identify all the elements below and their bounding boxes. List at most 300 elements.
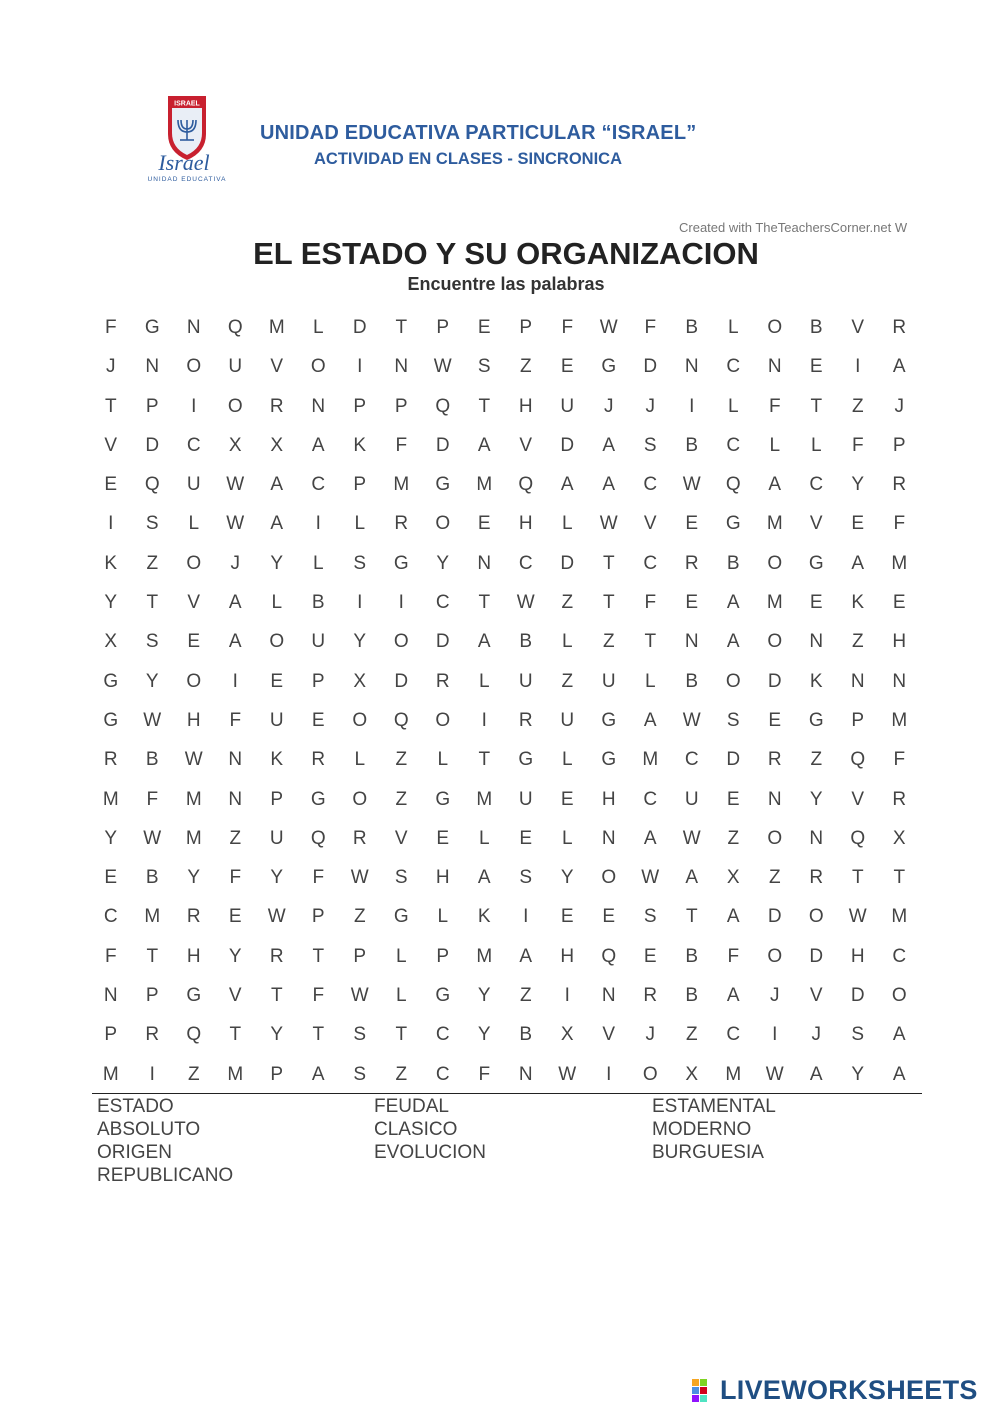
grid-cell: A	[602, 474, 616, 496]
grid-cell: N	[601, 827, 616, 849]
grid-cell: L	[312, 317, 324, 338]
grid-cell: P	[394, 395, 408, 417]
grid-cell: B	[685, 670, 699, 692]
grid-cell: G	[435, 985, 451, 1007]
grid-cell: I	[357, 356, 363, 378]
grid-cell: D	[560, 434, 575, 456]
grid-cell: U	[269, 827, 284, 849]
grid-cell: V	[394, 827, 408, 849]
grid-cell: W	[433, 356, 452, 378]
grid-cell: A	[228, 592, 242, 614]
grid-cell: Y	[809, 788, 823, 810]
grid-cell: R	[103, 749, 118, 771]
grid-cell: Y	[228, 945, 242, 967]
grid-cell: I	[855, 356, 861, 378]
grid-cell: C	[643, 474, 658, 496]
grid-cell: L	[437, 749, 449, 771]
grid-cell: A	[685, 867, 699, 889]
grid-cell: W	[516, 592, 535, 614]
grid-cell: T	[685, 906, 698, 928]
grid-cell: Y	[145, 670, 159, 692]
grid-cell: Z	[561, 670, 574, 692]
grid-cell: Q	[850, 749, 866, 771]
grid-cell: L	[727, 395, 739, 417]
grid-cell: T	[270, 985, 283, 1007]
grid-cell: E	[685, 592, 699, 614]
school-name: UNIDAD EDUCATIVA PARTICULAR “ISRAEL”	[260, 122, 697, 144]
grid-cell: Z	[519, 356, 532, 378]
word-list-item: ABSOLUTO	[97, 1119, 201, 1140]
grid-cell: T	[104, 395, 117, 417]
grid-cell: F	[768, 395, 781, 417]
grid-cell: L	[437, 906, 449, 928]
grid-cell: O	[767, 631, 783, 653]
grid-cell: C	[103, 906, 118, 928]
grid-cell: U	[518, 788, 533, 810]
grid-cell: C	[809, 474, 824, 496]
grid-cell: X	[685, 1063, 699, 1085]
grid-cell: A	[560, 474, 574, 496]
grid-row	[90, 308, 920, 347]
grid-cell: E	[104, 867, 118, 889]
grid-cell: V	[187, 592, 201, 614]
grid-cell: R	[643, 985, 658, 1007]
grid-cell: B	[145, 867, 159, 889]
creator-credit: Created with TheTeachersCorner.net W	[679, 220, 908, 235]
grid-cell: K	[477, 906, 491, 928]
grid-cell: Z	[395, 788, 408, 810]
grid-cell: L	[561, 827, 573, 849]
grid-cell: S	[145, 513, 159, 535]
grid-cell: G	[103, 709, 119, 731]
grid-cell: N	[809, 631, 824, 653]
grid-cell: I	[564, 985, 570, 1007]
grid-cell: R	[435, 670, 450, 692]
grid-cell: N	[767, 788, 782, 810]
word-list-item: MODERNO	[652, 1119, 752, 1140]
grid-cell: G	[601, 749, 617, 771]
grid-cell: R	[269, 945, 284, 967]
grid-cell: Z	[727, 827, 740, 849]
grid-cell: U	[228, 356, 243, 378]
grid-row	[90, 1015, 920, 1054]
grid-cell: Q	[518, 474, 534, 496]
grid-cell: F	[104, 317, 117, 338]
grid-cell: N	[518, 1063, 533, 1085]
grid-cell: N	[228, 788, 243, 810]
grid-row	[90, 740, 920, 779]
grid-cell: I	[772, 1024, 778, 1046]
grid-cell: T	[644, 631, 657, 653]
grid-row	[90, 976, 920, 1015]
grid-cell: M	[642, 749, 659, 771]
grid-row	[90, 622, 920, 661]
grid-cell: O	[725, 670, 741, 692]
grid-cell: N	[311, 395, 326, 417]
grid-cell: Z	[851, 395, 864, 417]
grid-cell: D	[767, 906, 782, 928]
grid-cell: F	[229, 709, 242, 731]
grid-cell: U	[601, 670, 616, 692]
grid-cell: J	[894, 395, 904, 417]
grid-cell: Z	[229, 827, 242, 849]
grid-cell: G	[435, 788, 451, 810]
grid-cell: D	[435, 434, 450, 456]
grid-cell: C	[518, 552, 533, 574]
grid-cell: G	[186, 985, 202, 1007]
grid-row	[90, 897, 920, 936]
grid-cell: E	[602, 906, 616, 928]
grid-cell: J	[811, 1024, 821, 1046]
grid-cell: A	[768, 474, 782, 496]
grid-cell: W	[267, 906, 286, 928]
grid-cell: T	[395, 1024, 408, 1046]
grid-cell: R	[394, 513, 409, 535]
grid-cell: O	[310, 356, 326, 378]
grid-cell: E	[726, 788, 740, 810]
grid-cell: Y	[353, 631, 367, 653]
grid-cell: E	[270, 670, 284, 692]
grid-cell: P	[104, 1024, 118, 1046]
grid-cell: M	[891, 709, 908, 731]
grid-cell: T	[478, 749, 491, 771]
grid-cell: M	[766, 513, 783, 535]
grid-cell: W	[184, 749, 203, 771]
grid-cell: B	[519, 1024, 533, 1046]
grid-cell: L	[810, 434, 822, 456]
grid-cell: Q	[850, 827, 866, 849]
grid-cell: V	[851, 788, 865, 810]
grid-cell: Y	[270, 552, 284, 574]
grid-cell: M	[227, 1063, 244, 1085]
grid-cell: X	[270, 434, 284, 456]
grid-cell: T	[395, 317, 408, 338]
grid-cell: M	[476, 788, 493, 810]
grid-cell: B	[145, 749, 159, 771]
grid-cell: C	[435, 592, 450, 614]
word-search-grid	[90, 308, 920, 1093]
grid-cell: A	[311, 434, 325, 456]
grid-cell: N	[477, 552, 492, 574]
grid-cell: P	[519, 317, 533, 338]
grid-cell: I	[149, 1063, 155, 1085]
grid-cell: W	[682, 827, 701, 849]
grid-cell: B	[685, 985, 699, 1007]
grid-cell: I	[689, 395, 695, 417]
grid-cell: R	[518, 709, 533, 731]
grid-cell: Z	[395, 749, 408, 771]
grid-row	[90, 780, 920, 819]
grid-cell: V	[602, 1024, 616, 1046]
grid-cell: T	[312, 945, 325, 967]
grid-cell: S	[145, 631, 159, 653]
grid-cell: U	[560, 709, 575, 731]
grid-cell: R	[311, 749, 326, 771]
grid-cell: F	[478, 1063, 491, 1085]
word-list-item: ESTADO	[97, 1096, 174, 1117]
grid-cell: X	[228, 434, 242, 456]
grid-cell: A	[892, 1063, 906, 1085]
grid-cell: E	[436, 827, 450, 849]
grid-cell: R	[684, 552, 699, 574]
grid-row	[90, 583, 920, 622]
grid-cell: A	[519, 945, 533, 967]
grid-cell: U	[560, 395, 575, 417]
grid-cell: B	[726, 552, 740, 574]
grid-row	[90, 504, 920, 543]
grid-cell: Z	[353, 906, 366, 928]
grid-cell: T	[851, 867, 864, 889]
grid-cell: G	[808, 709, 824, 731]
grid-cell: S	[519, 867, 533, 889]
grid-cell: K	[270, 749, 284, 771]
grid-cell: P	[270, 1063, 284, 1085]
grid-cell: P	[436, 945, 450, 967]
grid-cell: F	[644, 317, 657, 338]
grid-cell: O	[186, 552, 202, 574]
grid-cell: T	[602, 552, 615, 574]
grid-cell: F	[229, 867, 242, 889]
grid-cell: Z	[602, 631, 615, 653]
grid-cell: O	[352, 788, 368, 810]
grid-cell: L	[354, 513, 366, 535]
grid-row	[90, 819, 920, 858]
grid-cell: S	[353, 1024, 367, 1046]
grid-cell: S	[851, 1024, 865, 1046]
grid-cell: D	[726, 749, 741, 771]
grid-cell: Z	[685, 1024, 698, 1046]
grid-cell: N	[850, 670, 865, 692]
grid-cell: K	[353, 434, 367, 456]
grid-cell: A	[270, 474, 284, 496]
grid-cell: A	[228, 631, 242, 653]
word-list-item: REPUBLICANO	[97, 1165, 234, 1186]
grid-cell: O	[186, 356, 202, 378]
grid-cell: A	[726, 631, 740, 653]
grid-cell: W	[599, 317, 618, 338]
school-logo	[140, 90, 235, 185]
grid-cell: I	[108, 513, 114, 535]
grid-cell: P	[353, 474, 367, 496]
grid-cell: V	[270, 356, 284, 378]
grid-cell: T	[229, 1024, 242, 1046]
grid-cell: L	[354, 749, 366, 771]
grid-cell: D	[145, 434, 160, 456]
grid-cell: Z	[810, 749, 823, 771]
grid-cell: Y	[436, 552, 450, 574]
grid-cell: D	[394, 670, 409, 692]
grid-cell: A	[851, 552, 865, 574]
grid-cell: O	[601, 867, 617, 889]
grid-cell: V	[809, 513, 823, 535]
grid-cell: M	[102, 788, 119, 810]
grid-cell: H	[850, 945, 865, 967]
word-list-item: BURGUESIA	[652, 1142, 764, 1163]
grid-cell: Y	[851, 1063, 865, 1085]
grid-cell: T	[478, 395, 491, 417]
grid-cell: G	[725, 513, 741, 535]
grid-cell: R	[269, 395, 284, 417]
grid-cell: A	[726, 592, 740, 614]
grid-cell: V	[643, 513, 657, 535]
grid-cell: A	[892, 356, 906, 378]
grid-cell: F	[312, 867, 325, 889]
grid-row	[90, 465, 920, 504]
word-list-item: EVOLUCION	[374, 1142, 486, 1163]
page-title: EL ESTADO Y SU ORGANIZACION	[253, 236, 759, 271]
grid-cell: K	[104, 552, 118, 574]
grid-cell: P	[145, 985, 159, 1007]
grid-cell: L	[644, 670, 656, 692]
grid-cell: A	[809, 1063, 823, 1085]
grid-cell: H	[601, 788, 616, 810]
grid-cell: I	[398, 592, 404, 614]
grid-cell: Y	[104, 592, 118, 614]
word-list-column-3	[652, 1095, 776, 1164]
grid-cell: L	[561, 749, 573, 771]
liveworksheets-icon	[692, 1377, 716, 1403]
grid-cell: H	[186, 945, 201, 967]
grid-cell: O	[186, 670, 202, 692]
grid-cell: Z	[768, 867, 781, 889]
grid-cell: N	[394, 356, 409, 378]
grid-cell: W	[226, 474, 245, 496]
grid-cell: F	[312, 985, 325, 1007]
grid-cell: E	[643, 945, 657, 967]
word-list-item: ORIGEN	[97, 1142, 172, 1163]
grid-row	[90, 387, 920, 426]
grid-cell: N	[145, 356, 160, 378]
grid-cell: E	[851, 513, 865, 535]
grid-cell: X	[353, 670, 367, 692]
grid-row	[90, 347, 920, 386]
grid-cell: C	[726, 434, 741, 456]
grid-cell: Y	[851, 474, 865, 496]
grid-cell: M	[766, 592, 783, 614]
grid-cell: T	[478, 592, 491, 614]
grid-cell: L	[478, 827, 490, 849]
grid-cell: O	[767, 317, 783, 338]
grid-cell: S	[643, 434, 657, 456]
grid-cell: V	[809, 985, 823, 1007]
grid-cell: Z	[561, 592, 574, 614]
word-list-column-1	[97, 1095, 233, 1187]
grid-cell: S	[726, 709, 740, 731]
grid-cell: L	[312, 552, 324, 574]
grid-cell: X	[726, 867, 740, 889]
grid-cell: O	[767, 552, 783, 574]
grid-cell: W	[226, 513, 245, 535]
grid-cell: W	[350, 867, 369, 889]
grid-cell: B	[685, 434, 699, 456]
grid-cell: Z	[519, 985, 532, 1007]
grid-cell: E	[228, 906, 242, 928]
grid-cell: A	[270, 513, 284, 535]
grid-cell: H	[435, 867, 450, 889]
grid-cell: A	[892, 1024, 906, 1046]
grid-cell: F	[395, 434, 408, 456]
grid-cell: H	[518, 513, 533, 535]
grid-cell: E	[685, 513, 699, 535]
grid-cell: G	[435, 474, 451, 496]
grid-cell: P	[311, 670, 325, 692]
grid-cell: J	[230, 552, 240, 574]
grid-cell: P	[436, 317, 450, 338]
grid-cell: D	[352, 317, 367, 338]
grid-cell: J	[645, 1024, 655, 1046]
grid-cell: A	[643, 827, 657, 849]
word-list-item: CLASICO	[374, 1119, 458, 1140]
grid-cell: E	[477, 317, 491, 338]
grid-cell: O	[767, 827, 783, 849]
grid-cell: W	[558, 1063, 577, 1085]
grid-cell: T	[810, 395, 823, 417]
grid-cell: C	[186, 434, 201, 456]
grid-cell: S	[643, 906, 657, 928]
grid-cell: W	[641, 867, 660, 889]
grid-cell: Z	[146, 552, 159, 574]
grid-cell: O	[808, 906, 824, 928]
page-subtitle: Encuentre las palabras	[407, 274, 605, 294]
grid-cell: F	[851, 434, 864, 456]
grid-cell: O	[891, 985, 907, 1007]
grid-cell: J	[106, 356, 116, 378]
grid-cell: E	[892, 592, 906, 614]
grid-cell: C	[726, 356, 741, 378]
grid-cell: N	[103, 985, 118, 1007]
grid-cell: G	[518, 749, 534, 771]
liveworksheets-brand: LIVEWORKSHEETS	[720, 1374, 978, 1405]
grid-cell: W	[599, 513, 618, 535]
grid-cell: A	[643, 709, 657, 731]
grid-cell: S	[353, 1063, 367, 1085]
grid-cell: L	[395, 985, 407, 1007]
grid-cell: M	[102, 1063, 119, 1085]
grid-cell: N	[684, 356, 699, 378]
grid-cell: E	[560, 788, 574, 810]
grid-cell: D	[643, 356, 658, 378]
grid-cell: Y	[187, 867, 201, 889]
grid-cell: W	[765, 1063, 784, 1085]
grid-cell: G	[310, 788, 326, 810]
grid-cell: G	[601, 356, 617, 378]
grid-cell: T	[602, 592, 615, 614]
grid-row	[90, 1055, 920, 1094]
grid-cell: Q	[393, 709, 409, 731]
grid-cell: M	[476, 474, 493, 496]
grid-cell: L	[561, 513, 573, 535]
grid-cell: M	[185, 827, 202, 849]
grid-cell: I	[191, 395, 197, 417]
grid-cell: Q	[601, 945, 617, 967]
grid-cell: P	[892, 434, 906, 456]
grid-cell: A	[477, 434, 491, 456]
word-list-item: ESTAMENTAL	[652, 1096, 776, 1117]
grid-cell: S	[394, 867, 408, 889]
grid-cell: T	[146, 592, 159, 614]
grid-cell: P	[851, 709, 865, 731]
grid-cell: H	[518, 395, 533, 417]
grid-cell: V	[104, 434, 118, 456]
grid-cell: U	[518, 670, 533, 692]
logo-banner-text: ISRAEL	[174, 100, 200, 108]
grid-cell: A	[311, 1063, 325, 1085]
grid-cell: F	[561, 317, 574, 338]
grid-cell: O	[269, 631, 285, 653]
grid-cell: X	[104, 631, 118, 653]
grid-row	[90, 662, 920, 701]
grid-cell: W	[143, 827, 162, 849]
